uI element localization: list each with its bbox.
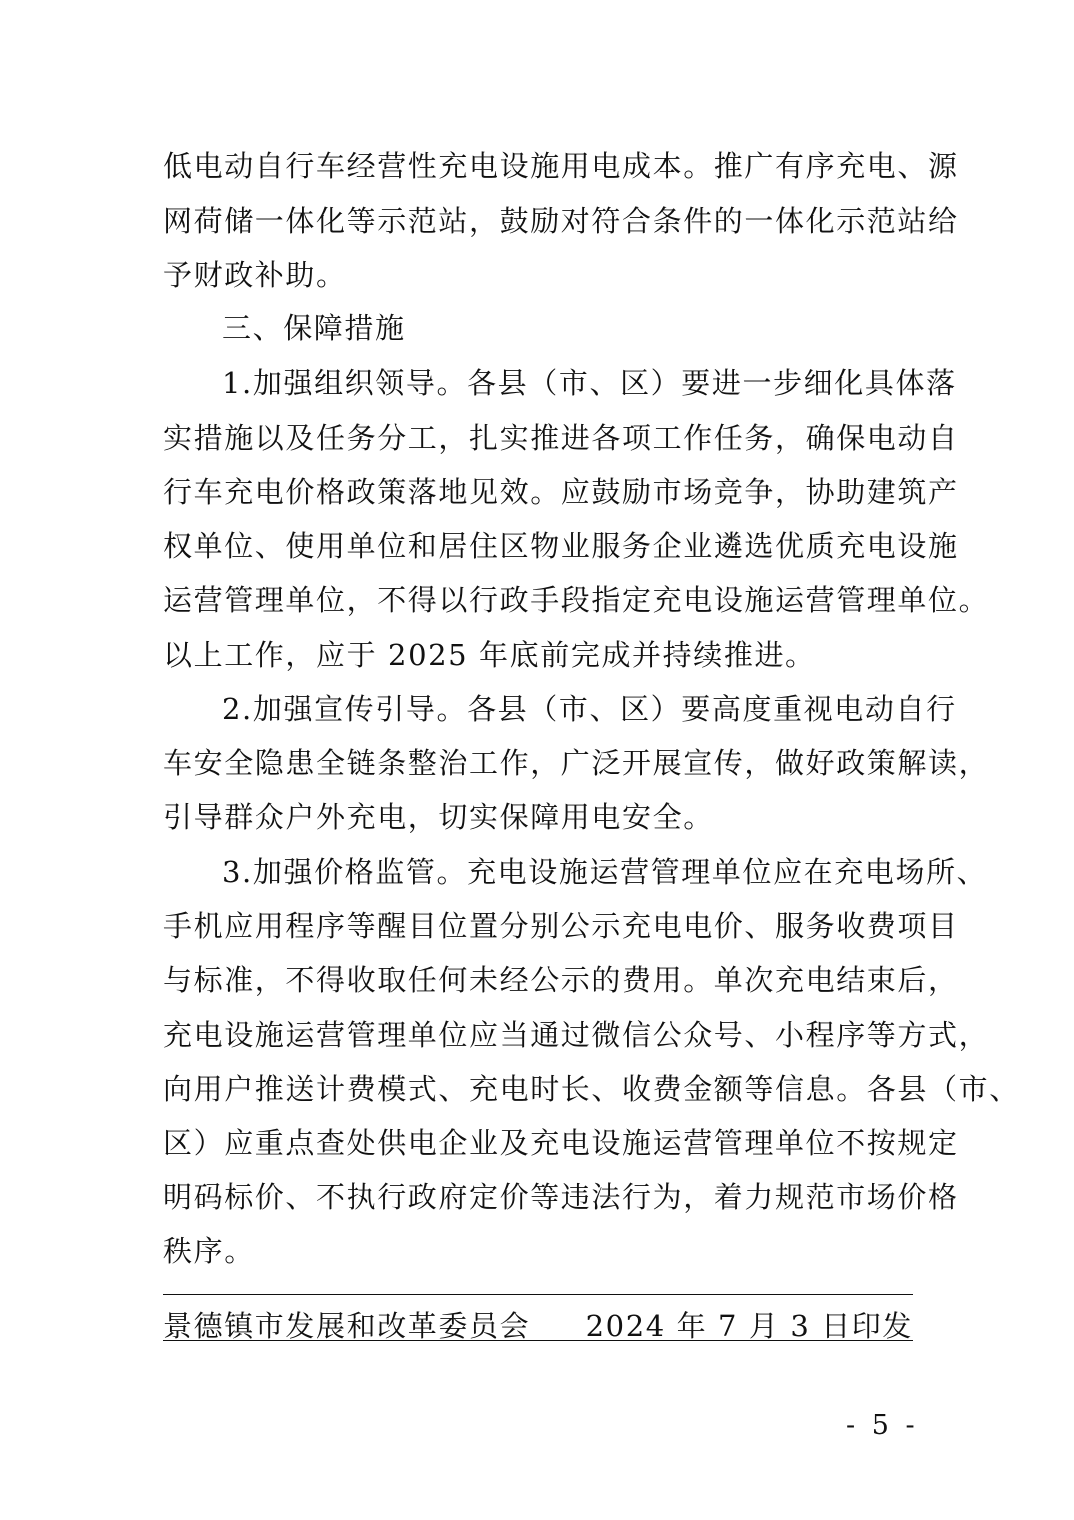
body-line-8: 权单位、使用单位和居住区物业服务企业遴选优质充电设施: [163, 529, 959, 563]
body-line-18: 向用户推送计费模式、充电时长、收费金额等信息。各县（市、: [163, 1072, 1020, 1106]
footer-bottom-rule: [163, 1340, 913, 1341]
body-line-7: 行车充电价格政策落地见效。应鼓励市场竞争，协助建筑产: [163, 475, 959, 509]
issuer-name: 景德镇市发展和改革委员会: [163, 1309, 531, 1343]
body-line-13: 引导群众户外充电，切实保障用电安全。: [163, 800, 714, 834]
body-line-6: 实措施以及任务分工，扎实推进各项工作任务，确保电动自: [163, 421, 959, 455]
section-heading: 三、保障措施: [222, 311, 406, 345]
body-line-17: 充电设施运营管理单位应当通过微信公众号、小程序等方式，: [163, 1018, 990, 1052]
body-line-1: 低电动自行车经营性充电设施用电成本。推广有序充电、源: [163, 149, 959, 183]
body-line-21: 秩序。: [163, 1234, 255, 1268]
body-line-10: 以上工作，应于 2025 年底前完成并持续推进。: [163, 638, 816, 672]
issue-date: 2024 年 7 月 3 日印发: [585, 1309, 913, 1343]
page-number: - 5 -: [846, 1410, 919, 1441]
body-line-2: 网荷储一体化等示范站，鼓励对符合条件的一体化示范站给: [163, 204, 959, 238]
body-line-5: 1.加强组织领导。各县（市、区）要进一步细化具体落: [222, 366, 957, 400]
footer-top-rule: [163, 1294, 913, 1295]
body-line-20: 明码标价、不执行政府定价等违法行为，着力规范市场价格: [163, 1180, 959, 1214]
body-line-19: 区）应重点查处供电企业及充电设施运营管理单位不按规定: [163, 1126, 959, 1160]
body-line-12: 车安全隐患全链条整治工作，广泛开展宣传，做好政策解读，: [163, 746, 990, 780]
body-line-14: 3.加强价格监管。充电设施运营管理单位应在充电场所、: [222, 855, 988, 889]
body-line-11: 2.加强宣传引导。各县（市、区）要高度重视电动自行: [222, 692, 957, 726]
body-line-9: 运营管理单位，不得以行政手段指定充电设施运营管理单位。: [163, 583, 990, 617]
body-line-16: 与标准，不得收取任何未经公示的费用。单次充电结束后，: [163, 963, 959, 997]
body-line-3: 予财政补助。: [163, 258, 347, 292]
body-line-15: 手机应用程序等醒目位置分别公示充电电价、服务收费项目: [163, 909, 959, 943]
